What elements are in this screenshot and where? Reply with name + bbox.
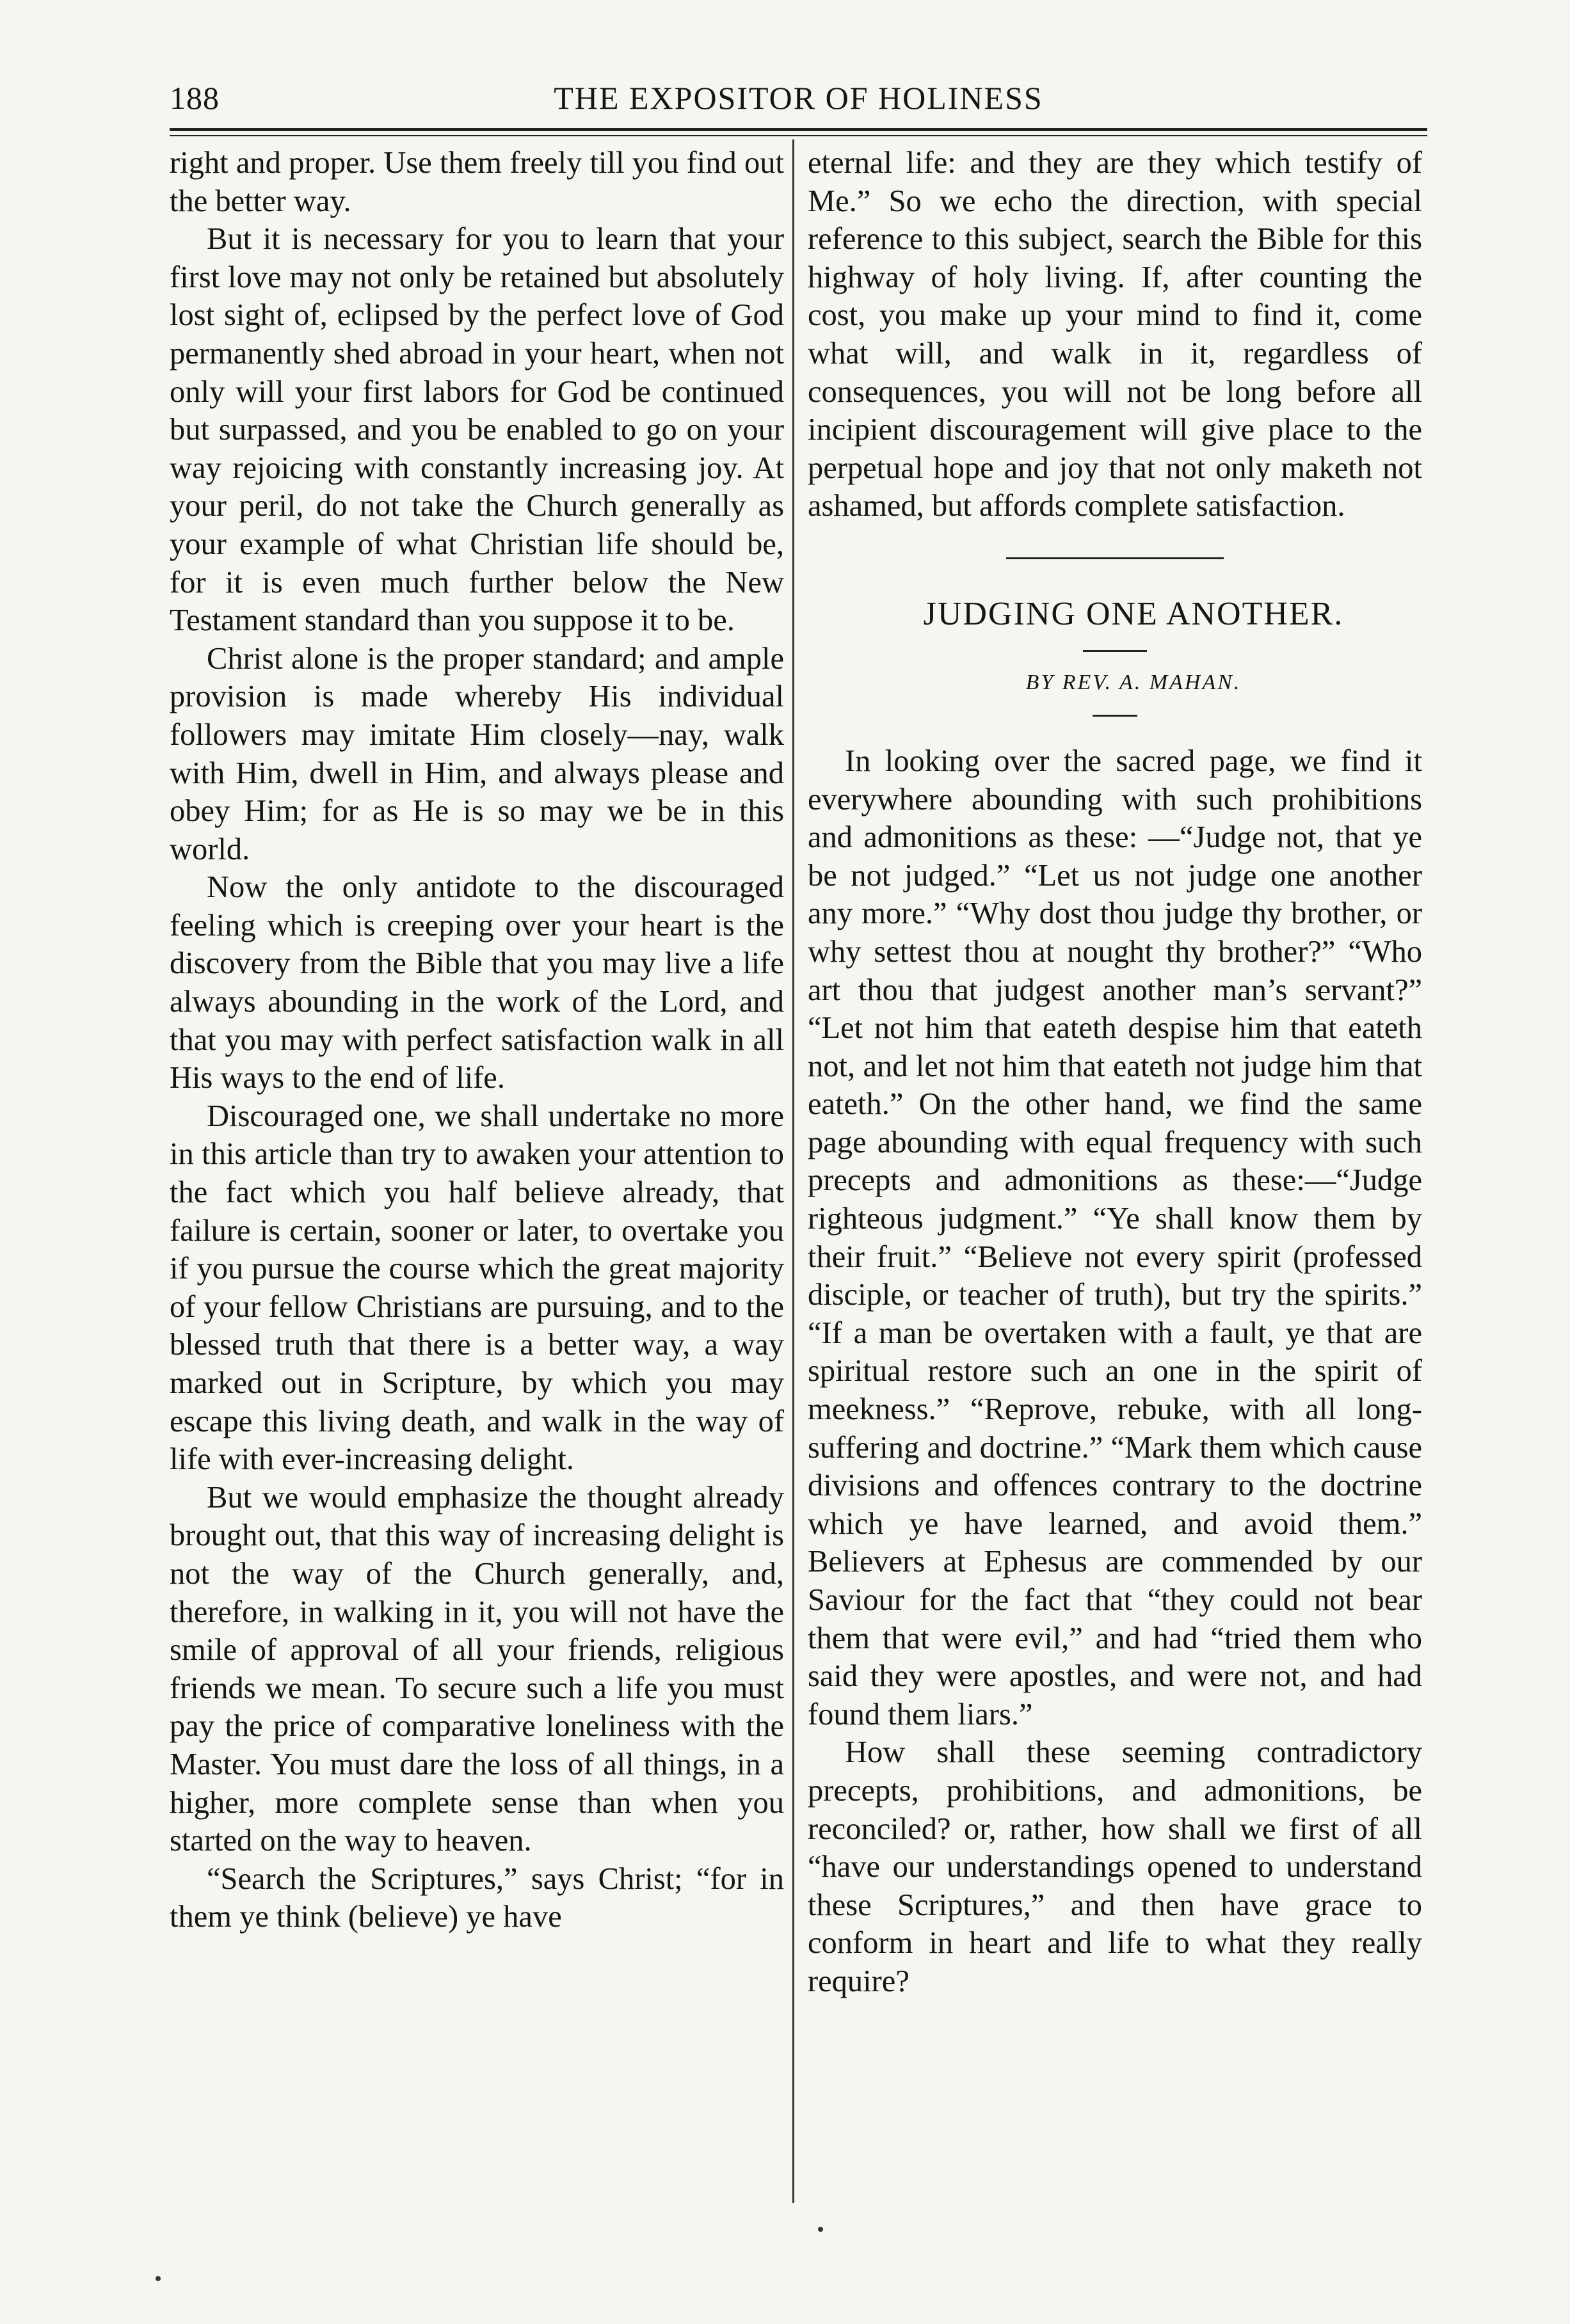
print-speck <box>818 2227 823 2232</box>
paragraph-continuation: eternal life: and they are they which testify of Me.” So we echo the direction, with special reference to this subject, search the Bible for this highway of holy living. If, after counting the cost, you make up your mind to find it, come what will, and walk in it, regardless of consequences, you will not be long before all incipient discouragement will give place to the perpetual hope and joy that not only maketh not ashamed, but affords complete satisfaction. <box>808 146 1422 523</box>
paragraph: But we would emphasize the thought already brought out, that this way of increasing delight is not the way of the Church generally, and, therefore, in walking in it, you will not have the smile of approval of all your friends, religious friends we mean. To secure such a life you must pay the price of comparative loneliness with the Master. You must dare the loss of all things, in a higher, more complete sense than when you started on the way to heaven. <box>170 1480 784 1858</box>
column-divider <box>792 139 794 2203</box>
article-title: JUDGING ONE ANOTHER. <box>923 595 1344 632</box>
header-rule-thin <box>170 135 1427 136</box>
paragraph: Now the only antidote to the discouraged feeling which is creeping over your heart is the discovery from the Bible that you may live a life always abounding in the work of the Lord, and that you may with perfect satisfaction walk in all His ways to the end of life. <box>170 870 784 1095</box>
header-rule-thick <box>170 128 1427 131</box>
journal-title: THE EXPOSITOR OF HOLINESS <box>554 80 1043 116</box>
right-column <box>808 144 1422 2001</box>
paragraph: How shall these seeming contradictory precepts, prohibitions, and admonitions, be reconciled? or, rather, how shall we first of all “have our understandings opened to understand these Scriptures,” and then have grace to conform in heart and life to what they really require? <box>808 1735 1422 1998</box>
paragraph: But it is necessary for you to learn that your first love may not only be retained but absolutely lost sight of, eclipsed by the perfect love of God permanently shed abroad in your heart, when not only will your first labors for God be continued but surpassed, and you be enabled to go on your way rejoicing with constantly increasing joy. At your peril, do not take the Church generally as your example of what Christian life should be, for it is even much further below the New Testament standard than you suppose it to be. <box>170 222 784 638</box>
page-number: 188 <box>170 80 220 116</box>
title-rule <box>1083 650 1147 652</box>
left-column <box>170 144 784 1936</box>
byline-rule <box>1093 715 1137 717</box>
print-speck <box>156 2276 161 2281</box>
running-header <box>170 76 1427 127</box>
paragraph: “Search the Scriptures,” says Christ; “for in them ye think (believe) ye have <box>170 1861 784 1934</box>
byline: BY REV. A. MAHAN. <box>1025 670 1242 694</box>
paragraph: Christ alone is the proper standard; and ample provision is made whereby His individual followers may imitate Him closely—nay, walk with Him, dwell in Him, and always please and obey Him; for as He is so may we be in this world. <box>170 641 784 866</box>
paragraph: In looking over the sacred page, we find it everywhere abounding with such prohibitions and admonitions as these: —“Judge not, that ye be not judged.” “Let us not judge one another any more.” “Why dost thou judge thy brother, or why settest thou at nought thy brother?” “Who art thou that judgest another man’s servant?” “Let not him that eateth despise him that eateth not, and let not him that eateth not judge him that eateth.” On the other hand, we find the same page abounding with equal frequency with such precepts and admonitions as these:—“Judge righteous judgment.” “Ye shall know them by their fruit.” “Believe not every spirit (professed disciple, or teacher of truth), but try the spirits.” “If a man be overtaken with a fault, ye that are spiritual restore such an one in the spirit of meekness.” “Reprove, rebuke, with all long-suffering and doctrine.” “Mark them which cause divisions and offences contrary to the doctrine which ye have learned, and avoid them.” Believers at Ephesus are commended by our Saviour for the fact that “they could not bear them that were evil,” and had “tried them who said they were apostles, and were not, and had found them liars.” <box>808 744 1422 1731</box>
paragraph: right and proper. Use them freely till you find out the better way. <box>170 146 784 218</box>
section-separator <box>1006 557 1224 559</box>
paragraph: Discouraged one, we shall undertake no more in this article than try to awaken your attention to the fact which you half believe already, that failure is certain, sooner or later, to overtake you if you pursue the course which the great majority of your fellow Christians are pursuing, and to the blessed truth that there is a better way, a way marked out in Scripture, by which you may escape this living death, and walk in the way of life with ever-increasing delight. <box>170 1099 784 1477</box>
